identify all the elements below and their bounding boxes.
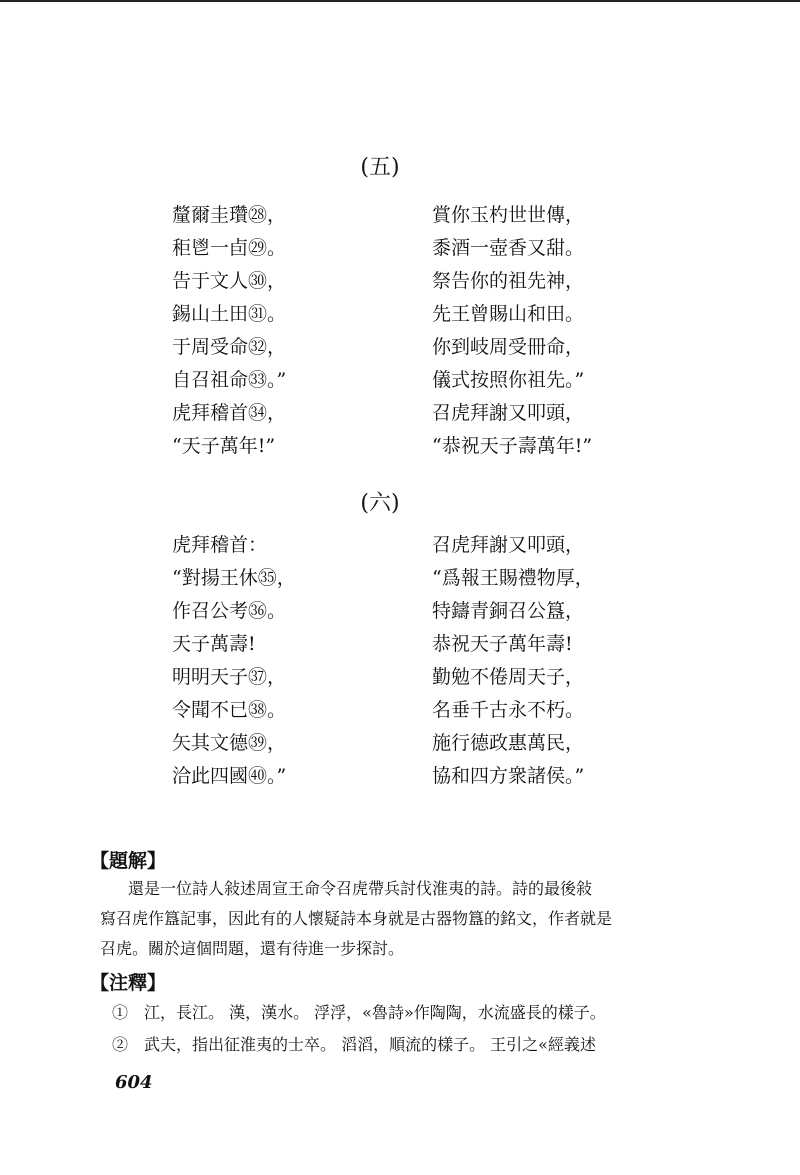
poem-line: 作召公考㊱。 (172, 600, 287, 622)
translation-line: 特鑄青銅召公簋， (432, 600, 585, 622)
tijie-line: 召虎。關於這個問題，還有待進一步探討。 (100, 939, 405, 958)
poem-line: 于周受命㉜， (172, 336, 287, 358)
poem-line: 釐爾圭瓚㉘， (172, 204, 287, 226)
translation-line: 恭祝天子萬年壽! (432, 633, 573, 655)
translation-line: 名垂千古永不朽。 (432, 699, 585, 721)
poem-line: “天子萬年!” (172, 435, 276, 457)
poem-line: 虎拜稽首： (172, 534, 268, 556)
section-title-6: (六) (360, 491, 400, 516)
poem-line: 錫山土田㉛。 (172, 303, 287, 325)
translation-line: “爲報王賜禮物厚， (432, 567, 594, 589)
poem-line: 令聞不已㊳。 (172, 699, 287, 721)
tijie-line: 寫召虎作簋記事，因此有的人懷疑詩本身就是古器物簋的銘文，作者就是 (100, 909, 613, 928)
poem-line: 秬鬯一卣㉙。 (172, 237, 287, 259)
translation-line: 召虎拜謝又叩頭， (432, 534, 585, 556)
translation-line: 施行德政惠萬民， (432, 732, 585, 754)
top-border (0, 0, 800, 2)
tijie-line: 還是一位詩人敍述周宣王命令召虎帶兵討伐淮夷的詩。詩的最後敍 (128, 879, 593, 898)
translation-line: 賞你玉杓世世傳， (432, 204, 585, 226)
translation-line: 協和四方衆諸侯。” (432, 765, 585, 787)
translation-line: 祭告你的祖先神， (432, 270, 585, 292)
tijie-heading: 【題解】 (90, 850, 167, 872)
translation-line: 儀式按照你祖先。” (432, 369, 585, 391)
section-title-5: (五) (360, 155, 400, 180)
poem-line: 虎拜稽首㉞， (172, 402, 287, 424)
note-line: ① 江，長江。 漢，漢水。 浮浮，«魯詩»作陶陶，水流盛長的樣子。 (112, 1003, 606, 1022)
page-number: 604 (115, 1072, 153, 1093)
poem-line: 自召祖命㉝。” (172, 369, 287, 391)
translation-line: 召虎拜謝又叩頭， (432, 402, 585, 424)
poem-line: 告于文人㉚， (172, 270, 287, 292)
translation-line: 黍酒一壺香又甜。 (432, 237, 585, 259)
translation-line: 先王曾賜山和田。 (432, 303, 585, 325)
translation-line: 你到岐周受冊命， (432, 336, 585, 358)
poem-line: 天子萬壽! (172, 633, 256, 655)
poem-line: 明明天子㊲， (172, 666, 287, 688)
poem-line: 洽此四國㊵。” (172, 765, 287, 787)
translation-line: 勤勉不倦周天子， (432, 666, 585, 688)
note-line: ② 武夫，指出征淮夷的士卒。 滔滔，順流的樣子。 王引之«經義述 (112, 1035, 596, 1054)
poem-line: “對揚王休㉟， (172, 567, 296, 589)
zhushi-heading: 【注釋】 (90, 972, 167, 994)
translation-line: “恭祝天子壽萬年!” (432, 435, 593, 457)
poem-line: 矢其文德㊴， (172, 732, 287, 754)
